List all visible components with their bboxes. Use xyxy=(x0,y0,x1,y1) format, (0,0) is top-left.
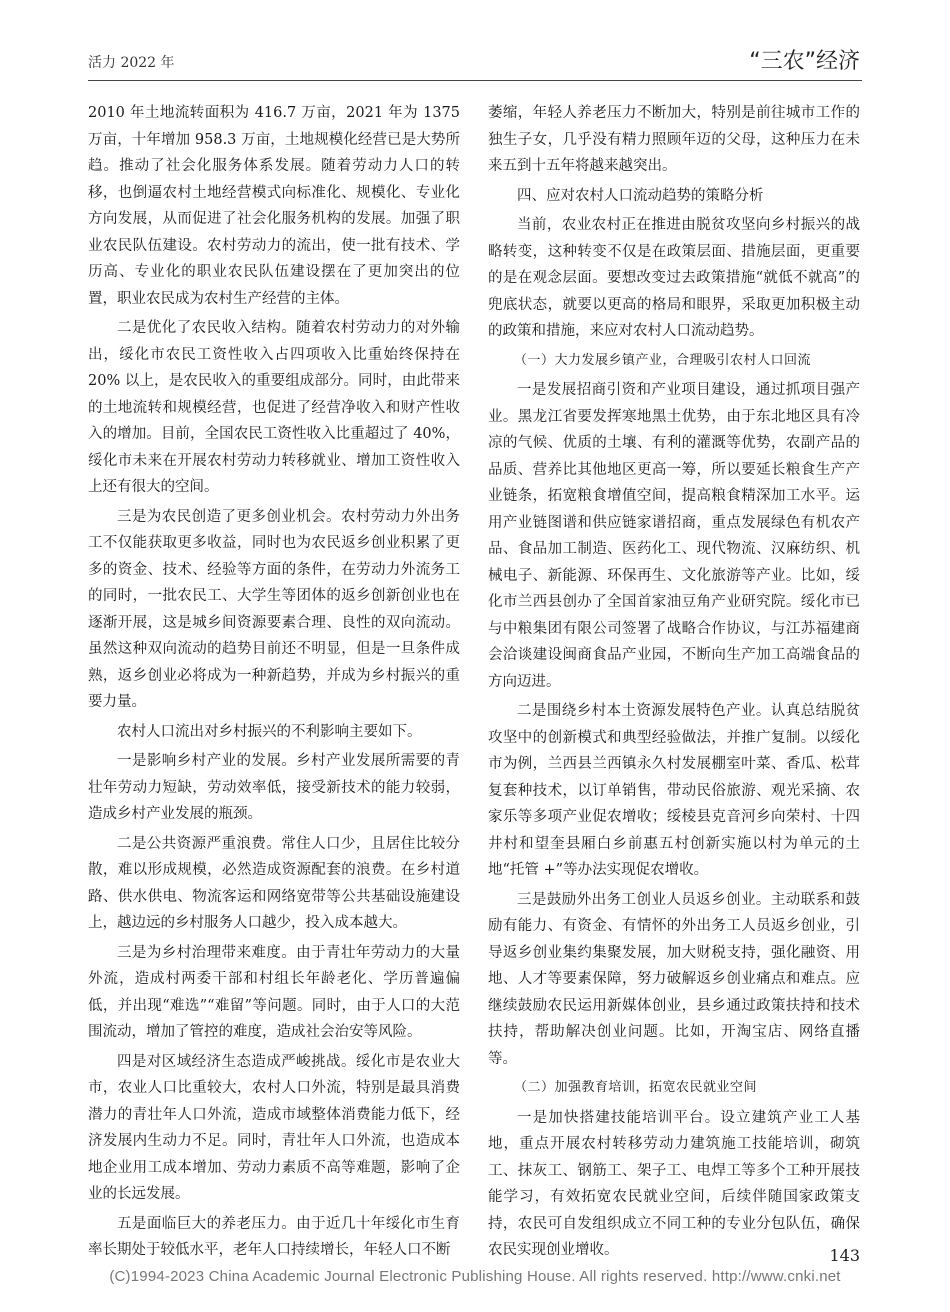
paragraph: 五是面临巨大的养老压力。由于近几十年绥化市生育率长期处于较低水平，老年人口持续增长，年轻人口不断 xyxy=(88,1215,460,1258)
running-header-right: “三农”经济 xyxy=(749,49,860,74)
paragraph: 二是围绕乡村本土资源发展特色产业。认真总结脱贫攻坚中的创新模式和典型经验做法，并推广复制。以绥化市为例，兰西县兰西镇永久村发展棚室叶菜、香瓜、松茸复套种技术，以订单销售，带动民俗旅游、观光采摘、农家乐等多项产业促农增收；绥棱县克音河乡向荣村、十四井村和望奎县厢白乡前惠五村创新实施以村为单元的土地“托管 +”等办法实现促农增收。 xyxy=(488,703,860,878)
paragraph: 三是鼓励外出务工创业人员返乡创业。主动联系和鼓励有能力、有资金、有情怀的外出务工人员返乡创业，引导返乡创业集约集聚发展，加大财税支持，强化融资、用地、人才等要素保障，努力破解返乡创业痛点和难点。应继续鼓励农民运用新媒体创业，县乡通过政策扶持和技术扶持，帮助解决创业问题。比如，开淘宝店、网络直播等。 xyxy=(488,891,860,1067)
paragraph: 二是公共资源严重浪费。常住人口少，且居住比较分散，难以形成规模，必然造成资源配套的浪费。在乡村道路、供水供电、物流客运和网络宽带等公共基础设施建设上，越边远的乡村服务人口越少，投入成本越大。 xyxy=(88,835,460,931)
section-heading: 四、应对农村人口流动趋势的策略分析 xyxy=(517,187,764,204)
subsection-heading: （二）加强教育培训，拓宽农民就业空间 xyxy=(514,1080,758,1095)
paragraph: 萎缩，年轻人养老压力不断加大，特别是前往城市工作的独生子女，几乎没有精力照顾年迈的父母，这种压力在未来五到十五年将越来越突出。 xyxy=(488,105,860,174)
left-column xyxy=(88,100,460,1267)
paragraph: 农村人口流出对乡村振兴的不利影响主要如下。 xyxy=(117,723,422,740)
paragraph: 一是影响乡村产业的发展。乡村产业发展所需要的青壮年劳动力短缺，劳动效率低，接受新技术的能力较弱，造成乡村产业发展的瓶颈。 xyxy=(88,753,460,822)
paragraph: 当前，农业农村正在推进由脱贫攻坚向乡村振兴的战略转变，这种转变不仅是在政策层面、措施层面，更重要的是在观念层面。要想改变过去政策措施“就低不就高”的兜底状态，就要以更高的格局和眼界，采取更加积极主动的政策和措施，来应对农村人口流动趋势。 xyxy=(488,217,860,339)
subsection-heading: （一）大力发展乡镇产业，合理吸引农村人口回流 xyxy=(514,352,812,368)
paragraph: 一是加快搭建技能培训平台。设立建筑产业工人基地，重点开展农村转移劳动力建筑施工技能培训，砌筑工、抹灰工、钢筋工、架子工、电焊工等多个工种开展技能学习，有效拓宽农民就业空间，后续伴随国家政策支持，农民可自发组织成立不同工种的专业分包队伍，确保农民实现创业增收。 xyxy=(488,1109,860,1258)
page-number: 143 xyxy=(829,1246,860,1265)
paragraph: 一是发展招商引资和产业项目建设，通过抓项目强产业。黑龙江省要发挥寒地黑土优势，由于东北地区具有冷凉的气候、优质的土壤、有利的灌溉等优势，农副产品的品质、营养比其他地区更高一筹，所以要延长粮食生产产业链条，拓宽粮食增值空间，提高粮食精深加工水平。运用产业链图谱和供应链家谱招商，重点发展绿色有机农产品、食品加工制造、医药化工、现代物流、汉麻纺织、机械电子、新能源、环保再生、文化旅游等产业。比如，绥化市兰西县创办了全国首家油豆角产业研究院。绥化市已与中粮集团有限公司签署了战略合作协议，与江苏福建商会洽谈建设闽商食品产业园，不断向生产加工高端食品的方向迈进。 xyxy=(488,382,860,690)
right-column xyxy=(488,100,860,1267)
copyright-footer: (C)1994-2023 China Academic Journal Electronic Publishing House. All rights reserved. http://www.cnki.net xyxy=(109,1268,841,1285)
paragraph: 2010 年土地流转面积为 416.7 万亩，2021 年为 1375 万亩，十年增加 958.3 万亩，土地规模化经营已是大势所趋。推动了社会化服务体系发展。随着劳动力人口的转移，也倒逼农村土地经营模式向标准化、规模化、专业化方向发展，从而促进了社会化服务机构的发展。加强了职业农民队伍建设。农村劳动力的流出，使一批有技术、学历高、专业化的职业农民队伍建设摆在了更加突出的位置，职业农民成为农村生产经营的主体。 xyxy=(88,105,460,307)
paragraph: 四是对区域经济生态造成严峻挑战。绥化市是农业大市，农业人口比重较大，农村人口外流，特别是最具消费潜力的青壮年人口外流，造成市域整体消费能力低下，经济发展内生动力不足。同时，青壮年人口外流，也造成本地企业用工成本增加、劳动力素质不高等难题，影响了企业的长远发展。 xyxy=(88,1053,460,1202)
paragraph: 二是优化了农民收入结构。随着农村劳动力的对外输出，绥化市农民工资性收入占四项收入比重始终保持在 20% 以上，是农民收入的重要组成部分。同时，由此带来的土地流转和规模经营，也促进了经营净收入和财产性收入的增加。目前，全国农民工资性收入比重超过了 40%，绥化市未来在开展农村劳动力转移就业、增加工资性收入上还有很大的空间。 xyxy=(88,320,460,495)
paragraph: 三是为乡村治理带来难度。由于青壮年劳动力的大量外流，造成村两委干部和村组长年龄老化、学历普遍偏低，并出现“难选”“难留”等问题。同时，由于人口的大范围流动，增加了管控的难度，造成社会治安等风险。 xyxy=(88,944,460,1040)
running-header-left: 活力 2022 年 xyxy=(88,55,175,71)
paragraph: 三是为农民创造了更多创业机会。农村劳动力外出务工不仅能获取更多收益，同时也为农民返乡创业积累了更多的资金、技术、经验等方面的条件，在劳动力外流务工的同时，一批农民工、大学生等团体的返乡创新创业也在逐渐开展，这是城乡间资源要素合理、良性的双向流动。虽然这种双向流动的趋势目前还不明显，但是一旦条件成熟，返乡创业必将成为一种新趋势，并成为乡村振兴的重要力量。 xyxy=(88,508,460,710)
header-rule xyxy=(88,80,862,81)
